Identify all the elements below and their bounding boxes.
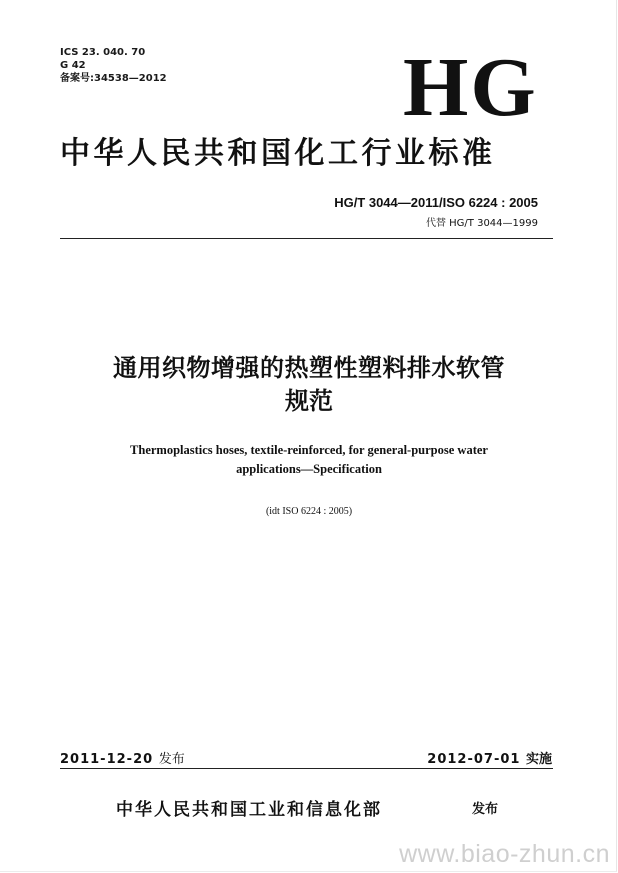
implementation-date <box>427 748 552 767</box>
document-title-en-line1: Thermoplastics hoses, textile-reinforced, for general-purpose water <box>130 443 488 457</box>
issue-date-value: 2011-12-20 <box>60 752 154 767</box>
implementation-date-suffix: 实施 <box>525 752 552 767</box>
publisher-name: 中华人民共和国工业和信息化部 <box>116 800 382 820</box>
category-code: G 42 <box>60 60 86 71</box>
document-title-en-line2: applications—Specification <box>236 462 382 476</box>
record-number: 备案号:34538—2012 <box>60 73 167 84</box>
document-title-cn-line1: 通用织物增强的热塑性塑料排水软管 <box>113 354 505 382</box>
implementation-date-value: 2012-07-01 <box>427 752 521 767</box>
top-divider <box>60 238 553 239</box>
classification-codes <box>60 46 167 85</box>
replaces-standard: 代替 HG/T 3044—1999 <box>425 218 538 229</box>
document-title-cn-line2: 规范 <box>285 387 333 415</box>
hg-logo: HG <box>403 41 538 134</box>
identical-standard-note: (idt ISO 6224 : 2005) <box>265 506 353 517</box>
watermark: www.biao-zhun.cn <box>399 840 610 868</box>
issue-date <box>60 748 185 767</box>
bottom-divider <box>60 768 553 769</box>
industry-standard-title: 中华人民共和国化工行业标准 <box>60 136 496 171</box>
publisher-action: 发布 <box>472 802 499 817</box>
ics-code: ICS 23. 040. 70 <box>60 47 146 58</box>
issue-date-suffix: 发布 <box>158 752 185 767</box>
standard-number: HG/T 3044—2011/ISO 6224 : 2005 <box>334 195 538 210</box>
